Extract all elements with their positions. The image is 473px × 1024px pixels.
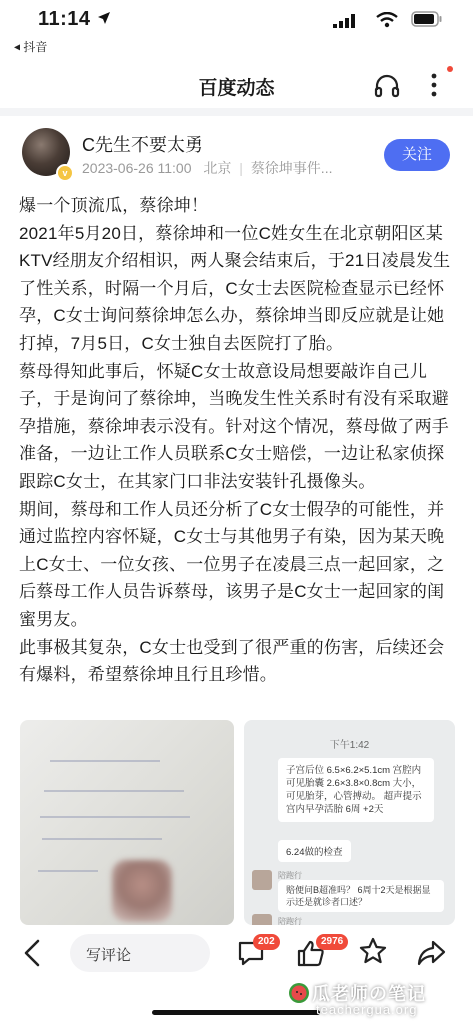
article-paragraph: 蔡母得知此事后，怀疑C女士故意设局想要敲诈自己儿子，于是询问了蔡徐坤，当晚发生性关系时有没有采取避孕措施，蔡徐坤表示没有。针对这个情况，蔡母做了两手准备，一边让工作人员联系C女士赔偿，一边让私家侦探跟踪C女士，在其家门口非法安装针孔摄像头。 (19, 361, 449, 491)
nav-header (0, 60, 473, 108)
comment-input[interactable] (70, 934, 210, 972)
chat-avatar (252, 914, 272, 925)
comment-count-badge: 202 (253, 934, 280, 950)
chat-time: 下午1:42 (329, 740, 370, 751)
favorite-star-icon[interactable] (358, 936, 388, 966)
medical-document-image[interactable] (20, 720, 234, 925)
article-paragraph: 爆一个顶流瓜，蔡徐坤！ (19, 196, 209, 215)
status-time: 11:14 (38, 8, 91, 30)
chat-screenshot-image[interactable] (244, 720, 455, 925)
post-location: 北京 (203, 160, 232, 176)
verified-badge-icon: v (56, 164, 74, 182)
more-options-icon[interactable] (430, 72, 438, 98)
battery-icon (411, 11, 443, 27)
post-date: 2023-06-26 11:00 (82, 160, 192, 176)
document-line (40, 816, 190, 818)
follow-button[interactable]: 关注 (384, 139, 450, 171)
post-topic[interactable]: 蔡徐坤事件... (250, 160, 333, 176)
brand-url: teachergua.org (316, 1002, 418, 1017)
article-body (19, 192, 459, 689)
document-line (50, 760, 160, 762)
chat-bubble: 赔便问B超准吗？ 6周十2天是根据显示还是就诊者口述？ (278, 880, 444, 912)
share-icon[interactable] (416, 938, 446, 968)
chat-sender-name: 陪跑行 (278, 917, 302, 925)
back-triangle-icon: ◂ (14, 39, 21, 54)
meta-separator: | (239, 160, 243, 176)
page-title: 百度动态 (198, 78, 275, 99)
back-to-app-link[interactable] (14, 38, 47, 55)
post-meta (82, 158, 332, 178)
article-paragraph: 2021年5月20日，蔡徐坤和一位C姓女生在北京朝阳区某KTV经朋友介绍相识，两人聚会结束后，于21日凌晨发生了性关系，时隔一个月后，C女士去医院检查显示已经怀孕，C女士询问蔡徐坤怎么办，蔡徐坤当即反应就是让她打掉，7月5日，C女士独自去医院打了胎。 (19, 223, 451, 353)
document-line (42, 838, 162, 840)
watermelon-icon (288, 982, 310, 1004)
chat-bubble: 6.24做的检查 (278, 840, 351, 862)
back-arrow-icon[interactable] (22, 938, 42, 968)
article-paragraph: 期间，蔡母和工作人员还分析了C女士假孕的可能性，并通过监控内容怀疑，C女士与其他男子有染，因为某天晚上C女士、一位女孩、一位男子在凌晨三点一起回家，之后蔡母工作人员告诉蔡母，该男子是C女士一起回家的闺蜜男友。 (19, 499, 445, 629)
chat-bubble: 子宫后位 6.5×6.2×5.1cm 宫腔内可见胎囊 2.6×3.8×0.8cm 大小，可见胎芽，心管搏动。 超声提示 宫内早孕活胎 6周 +2天 (278, 758, 434, 822)
blurred-photo (112, 860, 172, 922)
back-app-label: 抖音 (23, 40, 48, 54)
document-line (38, 870, 98, 872)
chat-sender-name: 陪跑行 (278, 871, 302, 880)
chat-avatar (252, 870, 272, 890)
wifi-icon (376, 12, 398, 28)
brand-text: 瓜老师の笔记 (312, 984, 426, 1004)
location-arrow-icon (97, 11, 111, 25)
document-line (44, 790, 184, 792)
brand-watermark (288, 980, 468, 1020)
section-divider (0, 108, 473, 116)
status-bar (0, 0, 473, 54)
author-name[interactable]: C先生不要太勇 (82, 135, 203, 155)
comment-placeholder: 写评论 (86, 947, 132, 964)
like-count-badge: 2976 (316, 934, 348, 950)
headphones-icon[interactable] (374, 74, 400, 98)
signal-icon (333, 14, 355, 28)
notification-dot (447, 66, 453, 72)
article-paragraph: 此事极其复杂，C女士也受到了很严重的伤害，后续还会有爆料，希望蔡徐坤且行且珍惜。 (19, 637, 445, 685)
